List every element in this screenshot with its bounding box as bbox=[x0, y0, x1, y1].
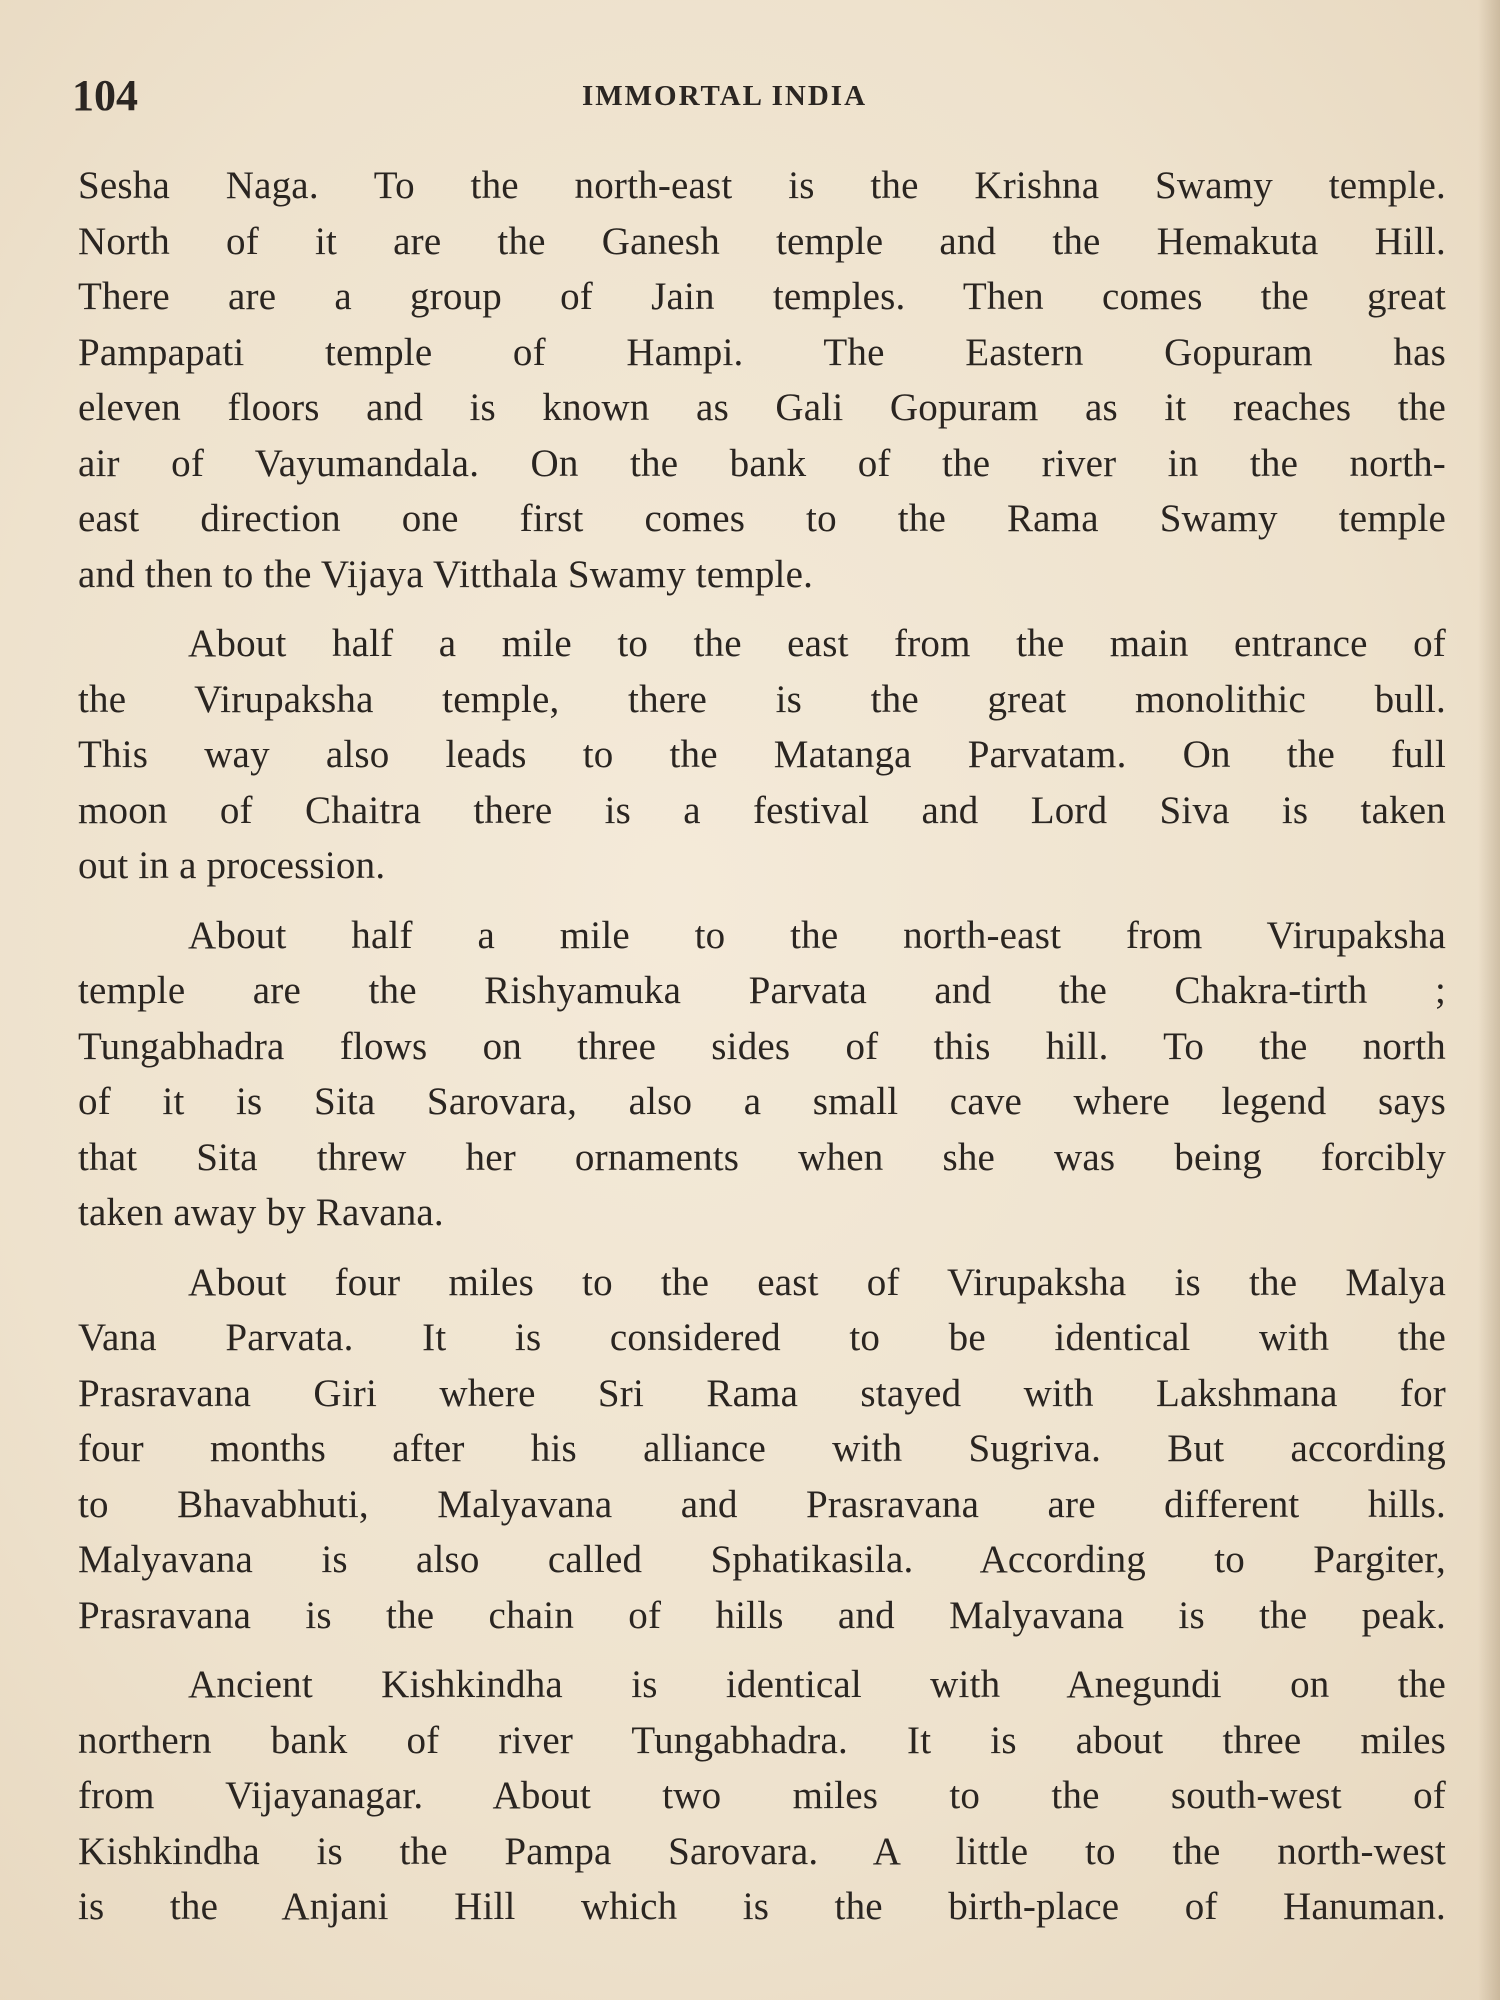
text-line: Malyavana is also called Sphatikasila. According to Pargiter, bbox=[78, 1538, 1446, 1581]
text-line: taken away by Ravana. bbox=[78, 1191, 444, 1234]
paragraph-4 bbox=[78, 1255, 1446, 1644]
text-line: east direction one first comes to the Rama Swamy temple bbox=[78, 497, 1446, 540]
text-line: About half a mile to the north-east from Virupaksha bbox=[188, 913, 1446, 957]
paragraph-5 bbox=[78, 1657, 1446, 1935]
text-line: of it is Sita Sarovara, also a small cave where legend says bbox=[78, 1080, 1446, 1123]
page-number: 104 bbox=[72, 71, 138, 120]
text-line: Tungabhadra flows on three sides of this hill. To the north bbox=[78, 1024, 1446, 1068]
text-line: Sesha Naga. To the north-east is the Krishna Swamy temple. bbox=[78, 164, 1446, 207]
text-line: This way also leads to the Matanga Parvatam. On the full bbox=[78, 733, 1446, 776]
text-line: northern bank of river Tungabhadra. It is about three miles bbox=[78, 1718, 1446, 1762]
text-line: Vana Parvata. It is considered to be identical with the bbox=[78, 1316, 1446, 1359]
text-line: temple are the Rishyamuka Parvata and the Chakra-tirth ; bbox=[78, 969, 1446, 1012]
text-line: North of it are the Ganesh temple and the Hemakuta Hill. bbox=[78, 219, 1446, 263]
text-line: and then to the Vijaya Vitthala Swamy temple. bbox=[78, 552, 814, 596]
paragraph-1 bbox=[78, 158, 1446, 602]
text-line: Ancient Kishkindha is identical with Anegundi on the bbox=[188, 1663, 1446, 1706]
text-line: About half a mile to the east from the main entrance of bbox=[188, 622, 1446, 665]
text-line: moon of Chaitra there is a festival and Lord Siva is taken bbox=[78, 788, 1446, 832]
text-line: There are a group of Jain temples. Then comes the great bbox=[78, 275, 1446, 318]
paragraph-2 bbox=[78, 616, 1446, 894]
text-line: to Bhavabhuti, Malyavana and Prasravana are different hills. bbox=[78, 1482, 1446, 1526]
text-line: Kishkindha is the Pampa Sarovara. A little to the north-west bbox=[78, 1829, 1446, 1873]
page-header bbox=[72, 70, 1452, 130]
text-line: Prasravana is the chain of hills and Malyavana is the peak. bbox=[78, 1593, 1446, 1637]
text-line: out in a procession. bbox=[78, 844, 386, 887]
text-line: Prasravana Giri where Sri Rama stayed with Lakshmana for bbox=[78, 1371, 1446, 1415]
text-line: that Sita threw her ornaments when she was being forcibly bbox=[78, 1135, 1446, 1179]
text-line: air of Vayumandala. On the bank of the river in the north- bbox=[78, 441, 1446, 485]
paragraph-3 bbox=[78, 908, 1446, 1241]
running-head: IMMORTAL INDIA bbox=[582, 80, 868, 112]
text-line: eleven floors and is known as Gali Gopuram as it reaches the bbox=[78, 386, 1446, 429]
text-line: is the Anjani Hill which is the birth-place of Hanuman. bbox=[78, 1885, 1446, 1928]
text-line: Pampapati temple of Hampi. The Eastern Gopuram has bbox=[78, 330, 1446, 374]
text-line: four months after his alliance with Sugriva. But according bbox=[78, 1427, 1446, 1470]
text-line: About four miles to the east of Virupaksha is the Malya bbox=[188, 1260, 1446, 1304]
body-text bbox=[78, 158, 1446, 1945]
page-edge-shadow bbox=[1478, 0, 1500, 2000]
text-line: from Vijayanagar. About two miles to the south-west of bbox=[78, 1774, 1446, 1817]
text-line: the Virupaksha temple, there is the great monolithic bull. bbox=[78, 677, 1446, 721]
